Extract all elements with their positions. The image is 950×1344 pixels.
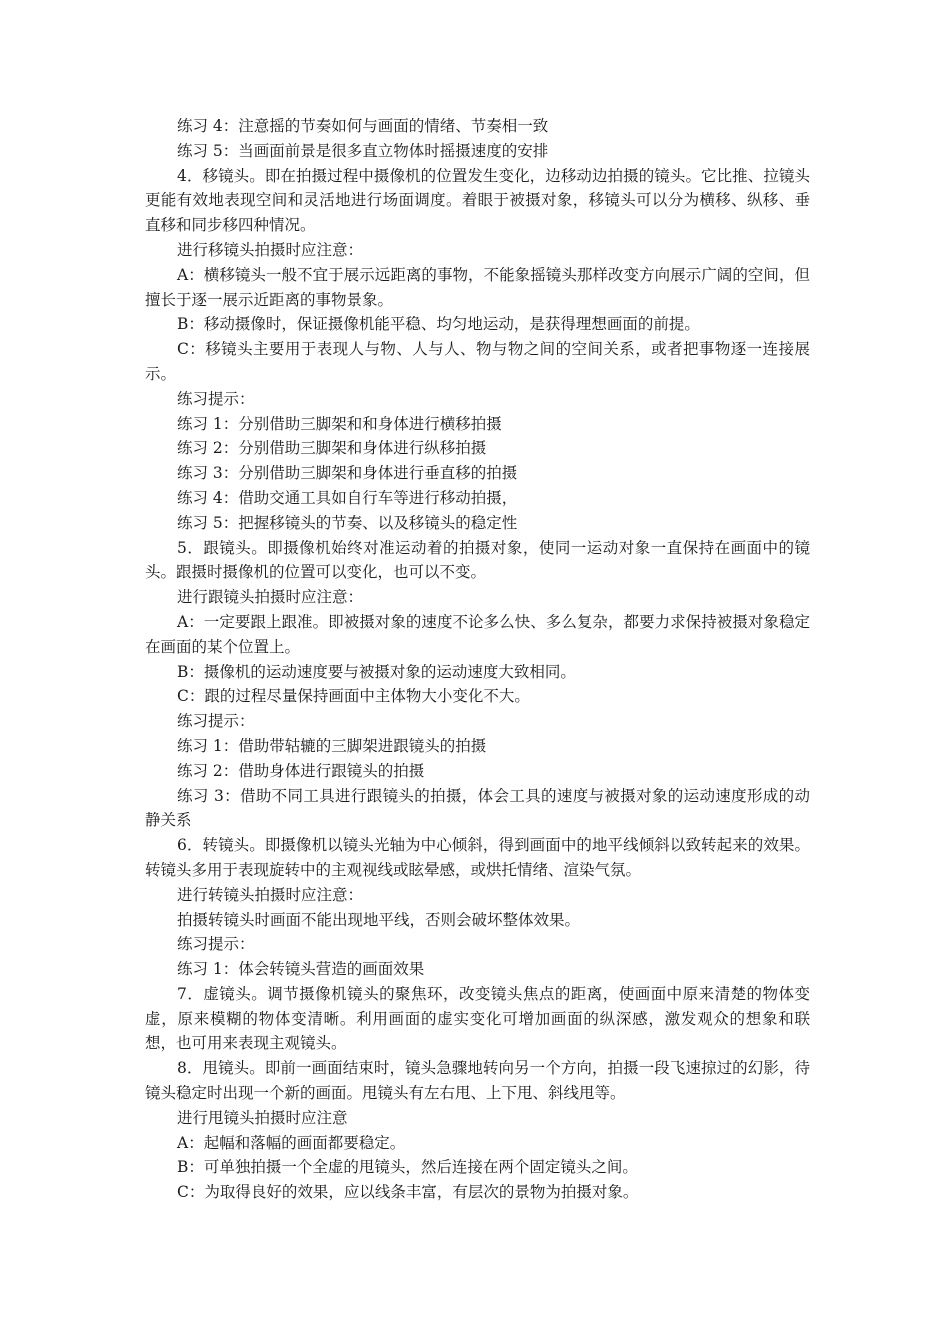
paragraph: 8．甩镜头。即前一画面结束时，镜头急骤地转向另一个方向，拍摄一段飞速掠过的幻影，待镜头稳定时出现一个新的画面。甩镜头有左右甩、上下甩、斜线甩等。 [145,1059,810,1103]
paragraph: 进行甩镜头拍摄时应注意 [177,1108,348,1127]
paragraph: 练习 3：借助不同工具进行跟镜头的拍摄，体会工具的速度与被摄对象的运动速度形成的动静关系 [145,786,810,830]
paragraph: B：移动摄像时，保证摄像机能平稳、均匀地运动，是获得理想画面的前提。 [177,315,700,334]
paragraph: 练习提示： [177,935,255,954]
paragraph: 练习 2：分别借助三脚架和身体进行纵移拍摄 [177,439,487,458]
paragraph: C：移镜头主要用于表现人与物、人与人、物与物之间的空间关系，或者把事物逐一连接展示。 [145,340,810,383]
paragraph: 进行跟镜头拍摄时应注意： [177,588,364,607]
paragraph: 练习提示： [177,389,255,408]
paragraph: 练习 4：注意摇的节奏如何与画面的情绪、节奏相一致 [177,117,549,135]
paragraph: A：横移镜头一般不宜于展示远距离的事物，不能象摇镜头那样改变方向展示广阔的空间，但擅长于逐一展示近距离的事物景象。 [145,265,810,309]
paragraph: 练习 2：借助身体进行跟镜头的拍摄 [177,761,425,780]
paragraph: 练习 4：借助交通工具如自行车等进行移动拍摄， [177,488,518,507]
paragraph: 练习 3：分别借助三脚架和身体进行垂直移的拍摄 [177,464,518,483]
paragraph: 练习 1：借助带轱辘的三脚架进跟镜头的拍摄 [177,736,487,755]
paragraph: A：一定要跟上跟准。即被摄对象的速度不论多么快、多么复杂，都要力求保持被摄对象稳定在画面的某个位置上。 [145,612,810,656]
paragraph: 练习 1：分别借助三脚架和和身体进行横移拍摄 [177,414,502,433]
paragraph: 进行移镜头拍摄时应注意： [177,240,364,259]
paragraph: 练习 5：当画面前景是很多直立物体时摇摄速度的安排 [177,141,549,160]
paragraph: B：摄像机的运动速度要与被摄对象的运动速度大致相同。 [177,662,576,681]
paragraph: 练习提示： [177,712,255,731]
paragraph: 进行转镜头拍摄时应注意： [177,885,364,904]
document-body [145,114,810,1205]
paragraph: 5．跟镜头。即摄像机始终对准运动着的拍摄对象，使同一运动对象一直保持在画面中的镜头。跟摄时摄像机的位置可以变化，也可以不变。 [145,538,810,582]
paragraph: C：跟的过程尽量保持画面中主体物大小变化不大。 [177,687,530,706]
paragraph: 4．移镜头。即在拍摄过程中摄像机的位置发生变化，边移动边拍摄的镜头。它比推、拉镜头更能有效地表现空间和灵活地进行场面调度。着眼于被摄对象，移镜头可以分为横移、纵移、垂直移和同步移四种情况。 [145,166,810,235]
paragraph: A：起幅和落幅的画面都要稳定。 [177,1133,406,1152]
paragraph: 6．转镜头。即摄像机以镜头光轴为中心倾斜，得到画面中的地平线倾斜以致转起来的效果。转镜头多用于表现旋转中的主观视线或眩晕感，或烘托情绪、渲染气氛。 [145,836,810,879]
paragraph: 拍摄转镜头时画面不能出现地平线，否则会破坏整体效果。 [177,910,581,929]
paragraph: B：可单独拍摄一个全虚的甩镜头，然后连接在两个固定镜头之间。 [177,1158,638,1177]
paragraph: 练习 1：体会转镜头营造的画面效果 [177,960,425,979]
paragraph: C：为取得良好的效果，应以线条丰富，有层次的景物为拍摄对象。 [177,1183,639,1202]
paragraph: 7．虚镜头。调节摄像机镜头的聚焦环，改变镜头焦点的距离，使画面中原来清楚的物体变虚，原来模糊的物体变清晰。利用画面的虚实变化可增加画面的纵深感，激发观众的想象和联想，也可用来表现主观镜头。 [145,984,810,1053]
paragraph: 练习 5：把握移镜头的节奏、以及移镜头的稳定性 [177,513,518,532]
